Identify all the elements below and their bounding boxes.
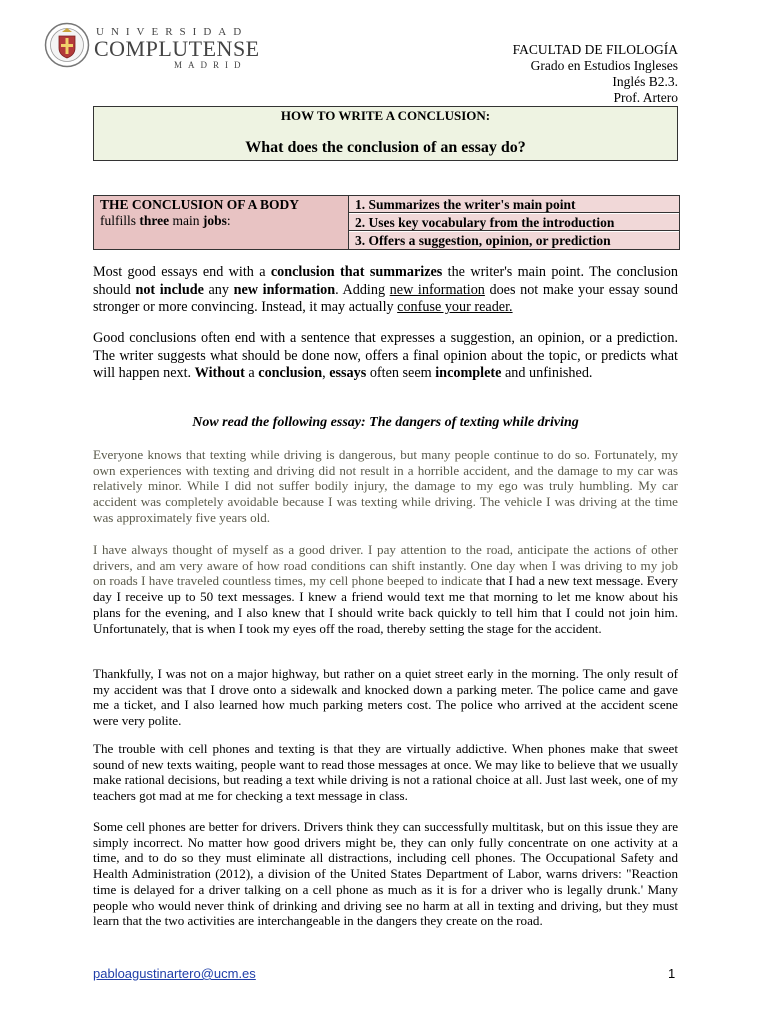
intro-paragraph-1: Most good essays end with a conclusion that summarizes the writer's main point. The conclusion should not include any new information. Adding new information does not make your essay sound stronger or more convincing. Instead, it may actually confuse your reader. [93,264,678,315]
page-number: 1 [668,966,676,981]
essay-heading: Now read the following essay: The dangers of texting while driving [192,415,579,430]
intro-paragraph-2: Good conclusions often end with a sentence that expresses a suggestion, an opinion, or a prediction. The writer suggests what should be done now, offers a final opinion about the topic, or predicts what will happen next. Without a conclusion, essays often seem incomplete and unfinished. [93,330,678,381]
conclusion-jobs-table [93,195,680,250]
essay-paragraph-2: I have always thought of myself as a good driver. I pay attention to the road, anticipate the actions of other drivers, and am very aware of how road conditions can shift instantly. One day when I was driving to my job on roads I have traveled countless times, my cell phone beeped to indicate that I had a new text message. Every day I receive up to 50 text messages. I knew a friend would text me that morning to let me know about his plans for the evening, and I also knew that I should write back quickly to tell him that I could not join him. Unfortunately, that is when I took my eyes off the road, thereby setting the stage for the accident. [93,542,678,636]
jobs-table-heading: THE CONCLUSION OF A BODY [100,197,300,212]
professor-name: Prof. Artero [613,90,678,105]
degree-name: Grado en Estudios Ingleses [530,58,678,73]
essay-paragraph-3: Thankfully, I was not on a major highway, but rather on a quiet street early in the morning. The only result of my accident was that I drove onto a sidewalk and knocked down a parking meter. The police came and gave me a ticket, and I also learned how much parking meters cost. The police who arrived at the accident scene were very polite. [93,666,678,729]
title-line-2: What does the conclusion of an essay do? [245,139,526,156]
essay-paragraph-4: The trouble with cell phones and texting is that they are virtually addictive. When phones make that sweet sound of new texts waiting, people want to read those messages at once. We may like to believe that we usually make rational decisions, but reading a text while driving is not a rational choice at all. Just last week, one of my teachers got mad at me for checking a text message in class. [93,741,678,804]
university-seal-icon [44,22,90,68]
author-email-link[interactable]: pabloagustinartero@ucm.es [93,966,256,981]
course-name: Inglés B2.3. [612,74,678,89]
university-city: MADRID [174,60,247,70]
essay-paragraph-5: Some cell phones are better for drivers. Drivers think they can successfully multitask, but on this issue they are simply incorrect. No matter how good drivers might be, they can only fully concentrate on one activity at a time, and to do so they must eliminate all distractions, including cell phones. The Occupational Safety and Health Administration (2012), a division of the United States Department of Labor, warns drivers: "Reaction time is delayed for a driver talking on a cell phone as much as it is for a driver who is legally drunk.' Many people who would never think of drinking and driving see no harm at all in texting and driving, but they must learn that the two activities are interchangeable in the dangers they create on the road. [93,819,678,929]
jobs-table-item: 2. Uses key vocabulary from the introduction [349,214,679,231]
university-top-text: UNIVERSIDAD [96,26,249,38]
jobs-table-subheading: fulfills three main jobs: [100,213,231,228]
title-line-1: HOW TO WRITE A CONCLUSION: [280,108,491,123]
jobs-table-left-cell [94,196,349,249]
university-logo [44,22,260,74]
university-name: COMPLUTENSE [94,36,260,61]
jobs-table-item: 3. Offers a suggestion, opinion, or prediction [349,232,679,249]
faculty-name: FACULTAD DE FILOLOGÍA [512,42,678,57]
jobs-table-item: 1. Summarizes the writer's main point [349,196,679,213]
title-box [93,106,678,161]
course-info [513,42,678,106]
essay-paragraph-1: Everyone knows that texting while driving is dangerous, but many people continue to do so. Fortunately, my own experiences with texting and driving did not result in a horrible accident, and the damage to my car was relatively minor. While I did not suffer bodily injury, the damage to my ego was truly humbling. My car accident was completely avoidable because I was texting while driving. The vehicle I was driving at the time was approximately five years old. [93,447,678,525]
